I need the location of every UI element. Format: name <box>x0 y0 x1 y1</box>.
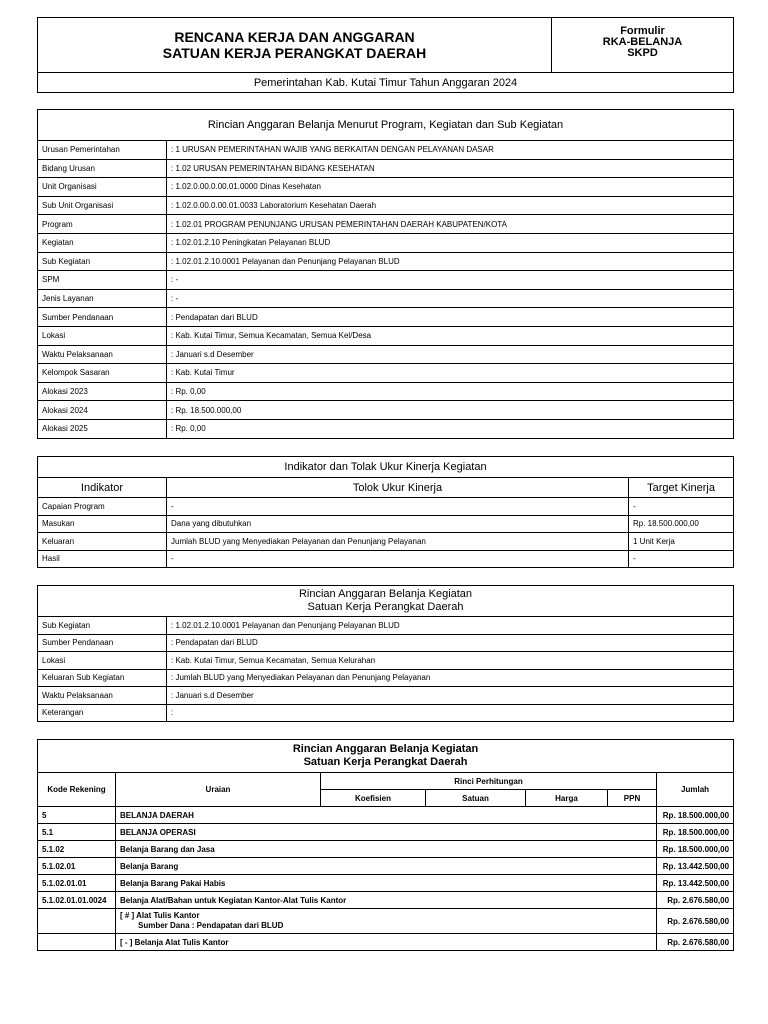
target-cell: - <box>629 550 734 568</box>
account-amount: Rp. 2.676.580,00 <box>657 934 734 951</box>
budget-title-line-2: Satuan Kerja Perangkat Daerah <box>303 756 468 768</box>
table-row <box>38 687 734 705</box>
info-label: SPM <box>38 271 167 290</box>
item-group-name: [ # ] Alat Tulis Kantor <box>120 911 200 920</box>
account-amount: Rp. 13.442.500,00 <box>657 858 734 875</box>
activity-value: : <box>167 704 734 722</box>
column-header-kode: Kode Rekening <box>38 773 116 807</box>
form-line-2: RKA-BELANJA <box>602 36 683 48</box>
account-amount: Rp. 2.676.580,00 <box>657 892 734 909</box>
account-description: Belanja Barang Pakai Habis <box>116 875 657 892</box>
table-row <box>38 498 734 516</box>
activity-label: Sub Kegiatan <box>38 617 167 635</box>
table-row <box>38 419 734 438</box>
activity-label: Lokasi <box>38 652 167 670</box>
table-row <box>38 858 734 875</box>
indicator-cell: Keluaran <box>38 533 167 551</box>
column-header-koefisien: Koefisien <box>321 790 426 807</box>
item-description: [ - ] Belanja Alat Tulis Kantor <box>116 934 657 951</box>
benchmark-cell: Jumlah BLUD yang Menyediakan Pelayanan dan Penunjang Pelayanan <box>167 533 629 551</box>
info-value: : Rp. 0,00 <box>167 419 734 438</box>
table-row <box>38 634 734 652</box>
column-header-tolok-ukur: Tolok Ukur Kinerja <box>167 478 629 498</box>
table-row <box>38 289 734 308</box>
activity-value: : Jumlah BLUD yang Menyediakan Pelayanan dan Penunjang Pelayanan <box>167 669 734 687</box>
program-info-table <box>37 109 734 439</box>
activity-title-line-2: Satuan Kerja Perangkat Daerah <box>307 601 464 613</box>
indicator-cell: Hasil <box>38 550 167 568</box>
info-value: : 1.02.0.00.0.00.01.0033 Laboratorium Kesehatan Daerah <box>167 196 734 215</box>
info-label: Alokasi 2025 <box>38 419 167 438</box>
info-label: Alokasi 2023 <box>38 382 167 401</box>
table-row <box>38 308 734 327</box>
activity-title <box>38 586 734 617</box>
activity-label: Sumber Pendanaan <box>38 634 167 652</box>
activity-label: Waktu Pelaksanaan <box>38 687 167 705</box>
account-code: 5.1 <box>38 824 116 841</box>
info-value: : Pendapatan dari BLUD <box>167 308 734 327</box>
info-label: Lokasi <box>38 326 167 345</box>
table-row <box>38 141 734 160</box>
form-line-1: Formulir <box>620 25 665 37</box>
form-code <box>552 18 734 73</box>
table-row <box>38 550 734 568</box>
info-value: : 1 URUSAN PEMERINTAHAN WAJIB YANG BERKAITAN DENGAN PELAYANAN DASAR <box>167 141 734 160</box>
table-row <box>38 401 734 420</box>
table-row <box>38 252 734 271</box>
column-header-target: Target Kinerja <box>629 478 734 498</box>
benchmark-cell: - <box>167 550 629 568</box>
account-description: Belanja Barang <box>116 858 657 875</box>
benchmark-cell: - <box>167 498 629 516</box>
table-row <box>38 892 734 909</box>
account-code: 5.1.02 <box>38 841 116 858</box>
activity-label: Keluaran Sub Kegiatan <box>38 669 167 687</box>
account-amount: Rp. 13.442.500,00 <box>657 875 734 892</box>
table-row <box>38 233 734 252</box>
table-row <box>38 909 734 934</box>
info-value: : 1.02.0.00.0.00.01.0000 Dinas Kesehatan <box>167 178 734 197</box>
column-header-ppn: PPN <box>608 790 657 807</box>
table-row <box>38 382 734 401</box>
activity-value: : 1.02.01.2.10.0001 Pelayanan dan Penunjang Pelayanan BLUD <box>167 617 734 635</box>
target-cell: - <box>629 498 734 516</box>
target-cell: Rp. 18.500.000,00 <box>629 515 734 533</box>
activity-value: : Kab. Kutai Timur, Semua Kecamatan, Semua Kelurahan <box>167 652 734 670</box>
table-row <box>38 617 734 635</box>
info-label: Sumber Pendanaan <box>38 308 167 327</box>
account-description: BELANJA DAERAH <box>116 807 657 824</box>
info-label: Sub Unit Organisasi <box>38 196 167 215</box>
account-description: Belanja Alat/Bahan untuk Kegiatan Kantor-Alat Tulis Kantor <box>116 892 657 909</box>
info-label: Unit Organisasi <box>38 178 167 197</box>
table-row <box>38 345 734 364</box>
benchmark-cell: Dana yang dibutuhkan <box>167 515 629 533</box>
table-row <box>38 669 734 687</box>
table-row <box>38 178 734 197</box>
form-header <box>37 17 734 93</box>
info-label: Bidang Urusan <box>38 159 167 178</box>
info-value: : Januari s.d Desember <box>167 345 734 364</box>
table-row <box>38 652 734 670</box>
account-amount: Rp. 18.500.000,00 <box>657 824 734 841</box>
info-value: : 1.02.01 PROGRAM PENUNJANG URUSAN PEMERINTAHAN DAERAH KABUPATEN/KOTA <box>167 215 734 234</box>
activity-value: : Januari s.d Desember <box>167 687 734 705</box>
form-line-3: SKPD <box>627 47 658 59</box>
account-amount: Rp. 18.500.000,00 <box>657 807 734 824</box>
activity-table <box>37 585 734 722</box>
info-value: : Kab. Kutai Timur, Semua Kecamatan, Semua Kel/Desa <box>167 326 734 345</box>
table-row <box>38 807 734 824</box>
target-cell: 1 Unit Kerja <box>629 533 734 551</box>
info-value: : 1.02.01.2.10 Peningkatan Pelayanan BLUD <box>167 233 734 252</box>
table-row <box>38 271 734 290</box>
info-value: : 1.02 URUSAN PEMERINTAHAN BIDANG KESEHATAN <box>167 159 734 178</box>
column-header-harga: Harga <box>526 790 608 807</box>
item-group-funding: Sumber Dana : Pendapatan dari BLUD <box>138 921 284 930</box>
account-amount: Rp. 2.676.580,00 <box>657 909 734 934</box>
info-label: Kelompok Sasaran <box>38 364 167 383</box>
info-label: Waktu Pelaksanaan <box>38 345 167 364</box>
item-group <box>116 909 657 934</box>
title-line-1: RENCANA KERJA DAN ANGGARAN <box>174 29 415 45</box>
title-line-2: SATUAN KERJA PERANGKAT DAERAH <box>162 45 427 61</box>
budget-table <box>37 739 734 951</box>
account-description: Belanja Barang dan Jasa <box>116 841 657 858</box>
table-row <box>38 875 734 892</box>
table-row <box>38 364 734 383</box>
table-row <box>38 215 734 234</box>
account-code <box>38 934 116 951</box>
indicator-title: Indikator dan Tolak Ukur Kinerja Kegiatan <box>38 457 734 478</box>
account-amount: Rp. 18.500.000,00 <box>657 841 734 858</box>
account-description: BELANJA OPERASI <box>116 824 657 841</box>
info-label: Sub Kegiatan <box>38 252 167 271</box>
table-row <box>38 196 734 215</box>
info-label: Alokasi 2024 <box>38 401 167 420</box>
info-value: : Rp. 18.500.000,00 <box>167 401 734 420</box>
indicator-table <box>37 456 734 568</box>
document-title <box>38 18 552 73</box>
table-row <box>38 515 734 533</box>
indicator-cell: Masukan <box>38 515 167 533</box>
account-code: 5.1.02.01.01 <box>38 875 116 892</box>
table-row <box>38 841 734 858</box>
account-code: 5 <box>38 807 116 824</box>
column-header-uraian: Uraian <box>116 773 321 807</box>
program-info-title: Rincian Anggaran Belanja Menurut Program, Kegiatan dan Sub Kegiatan <box>38 110 734 141</box>
activity-value: : Pendapatan dari BLUD <box>167 634 734 652</box>
table-row <box>38 533 734 551</box>
info-value: : Rp. 0,00 <box>167 382 734 401</box>
table-row <box>38 326 734 345</box>
column-header-rinci: Rinci Perhitungan <box>321 773 657 790</box>
info-label: Urusan Pemerintahan <box>38 141 167 160</box>
column-header-satuan: Satuan <box>426 790 526 807</box>
info-value: : - <box>167 271 734 290</box>
info-value: : - <box>167 289 734 308</box>
activity-label: Keterangan <box>38 704 167 722</box>
table-row <box>38 704 734 722</box>
budget-title-line-1: Rincian Anggaran Belanja Kegiatan <box>292 743 479 755</box>
table-row <box>38 824 734 841</box>
info-label: Kegiatan <box>38 233 167 252</box>
info-value: : Kab. Kutai Timur <box>167 364 734 383</box>
government-year: Pemerintahan Kab. Kutai Timur Tahun Anggaran 2024 <box>38 73 734 93</box>
column-header-jumlah: Jumlah <box>657 773 734 807</box>
info-label: Program <box>38 215 167 234</box>
info-label: Jenis Layanan <box>38 289 167 308</box>
activity-title-line-1: Rincian Anggaran Belanja Kegiatan <box>298 588 473 600</box>
indicator-cell: Capaian Program <box>38 498 167 516</box>
budget-title <box>38 740 734 773</box>
account-code <box>38 909 116 934</box>
account-code: 5.1.02.01 <box>38 858 116 875</box>
info-value: : 1.02.01.2.10.0001 Pelayanan dan Penunjang Pelayanan BLUD <box>167 252 734 271</box>
table-row <box>38 934 734 951</box>
table-row <box>38 159 734 178</box>
account-code: 5.1.02.01.01.0024 <box>38 892 116 909</box>
column-header-indikator: Indikator <box>38 478 167 498</box>
